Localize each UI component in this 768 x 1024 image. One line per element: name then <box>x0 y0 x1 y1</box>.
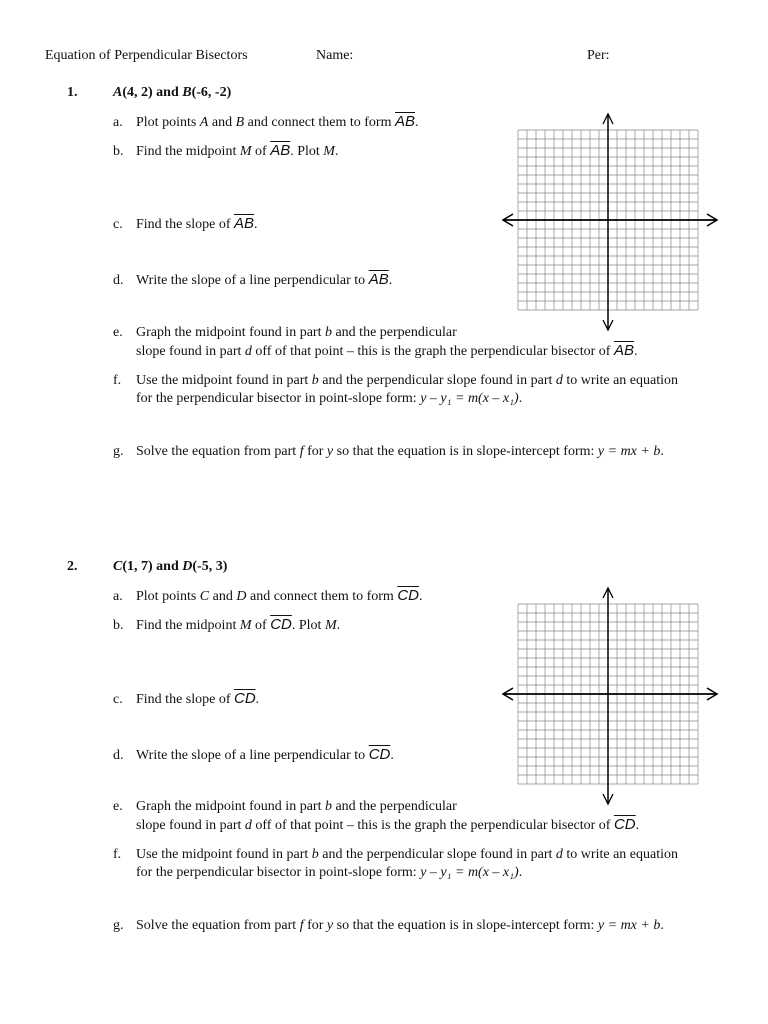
problem-number: 2. <box>67 559 78 574</box>
point-label: D <box>182 559 193 574</box>
part-f: f. Use the midpoint found in part b and the perpendicular slope found in part d to write an equation for the perpendicular bisector in point-slope form: y – y₁ = m(x – x₁). <box>113 373 678 406</box>
slope-intercept-formula: y = mx + b <box>597 918 661 933</box>
slope-intercept-formula: y = mx + b <box>597 444 661 459</box>
worksheet-title: Equation of Perpendicular Bisectors <box>45 48 248 63</box>
part-c: c. Find the slope of $\overline{AB}$. <box>113 215 258 232</box>
point-coords: (-6, -2) <box>191 85 232 100</box>
part-g: g. Solve the equation from part f for y so that the equation is in slope-intercept form: y = mx + b. <box>113 444 664 459</box>
point-coords: (-5, 3) <box>192 559 228 574</box>
part-d: d. Write the slope of a line perpendicular to $\overline{AB}$. <box>113 271 393 288</box>
problem-points <box>113 559 227 575</box>
segment-label: $\overline{CD}$ <box>270 616 292 633</box>
part-f: f. Use the midpoint found in part b and the perpendicular slope found in part d to write an equation for the perpendicular bisector in point-slope form: y – y₁ = m(x – x₁). <box>113 847 678 880</box>
point-coords: (4, 2) and <box>122 85 183 100</box>
segment-label: $\overline{AB}$ <box>270 142 291 159</box>
coordinate-grid[interactable] <box>500 586 720 808</box>
part-a: a. Plot points C and D and connect them to form $\overline{CD}$. <box>113 587 423 604</box>
point-coords: (1, 7) and <box>122 559 183 574</box>
part-e: e. Graph the midpoint found in part b and the perpendicular slope found in part d off of that point – this is the graph the perpendicular bisector of $\overline{CD}$. <box>113 799 640 833</box>
point-slope-formula: y – y₁ = m(x – x₁) <box>420 391 519 406</box>
segment-label: $\overline{CD}$ <box>613 816 636 833</box>
part-g: g. Solve the equation from part f for y so that the equation is in slope-intercept form: y = mx + b. <box>113 918 664 933</box>
segment-label: $\overline{AB}$ <box>234 215 255 232</box>
segment-label: $\overline{CD}$ <box>397 587 419 604</box>
problem-points <box>113 85 231 101</box>
segment-label: $\overline{AB}$ <box>368 271 389 288</box>
coordinate-grid[interactable] <box>500 112 720 334</box>
problem-number: 1. <box>67 85 78 100</box>
part-d: d. Write the slope of a line perpendicular to $\overline{CD}$. <box>113 746 394 763</box>
name-label: Name: <box>316 48 354 63</box>
part-c: c. Find the slope of $\overline{CD}$. <box>113 690 260 707</box>
part-b: b. Find the midpoint M of $\overline{AB}$. Plot M. <box>113 142 339 159</box>
point-label: B <box>182 85 192 100</box>
point-label: C <box>113 559 123 574</box>
point-slope-formula: y – y₁ = m(x – x₁) <box>420 865 519 880</box>
coordinate-plane[interactable] <box>500 586 720 808</box>
segment-label: $\overline{AB}$ <box>394 113 415 130</box>
segment-label: $\overline{CD}$ <box>234 690 256 707</box>
part-e: e. Graph the midpoint found in part b and the perpendicular slope found in part d off of that point – this is the graph the perpendicular bisector of $\overline{AB}$. <box>113 325 638 359</box>
coordinate-plane[interactable] <box>500 112 720 334</box>
period-label: Per: <box>587 48 610 63</box>
segment-label: $\overline{CD}$ <box>368 746 391 763</box>
part-b: b. Find the midpoint M of $\overline{CD}$. Plot M. <box>113 616 341 633</box>
segment-label: $\overline{AB}$ <box>613 342 634 359</box>
point-label: A <box>113 85 123 100</box>
part-a: a. Plot points A and B and connect them to form $\overline{AB}$. <box>113 113 419 130</box>
